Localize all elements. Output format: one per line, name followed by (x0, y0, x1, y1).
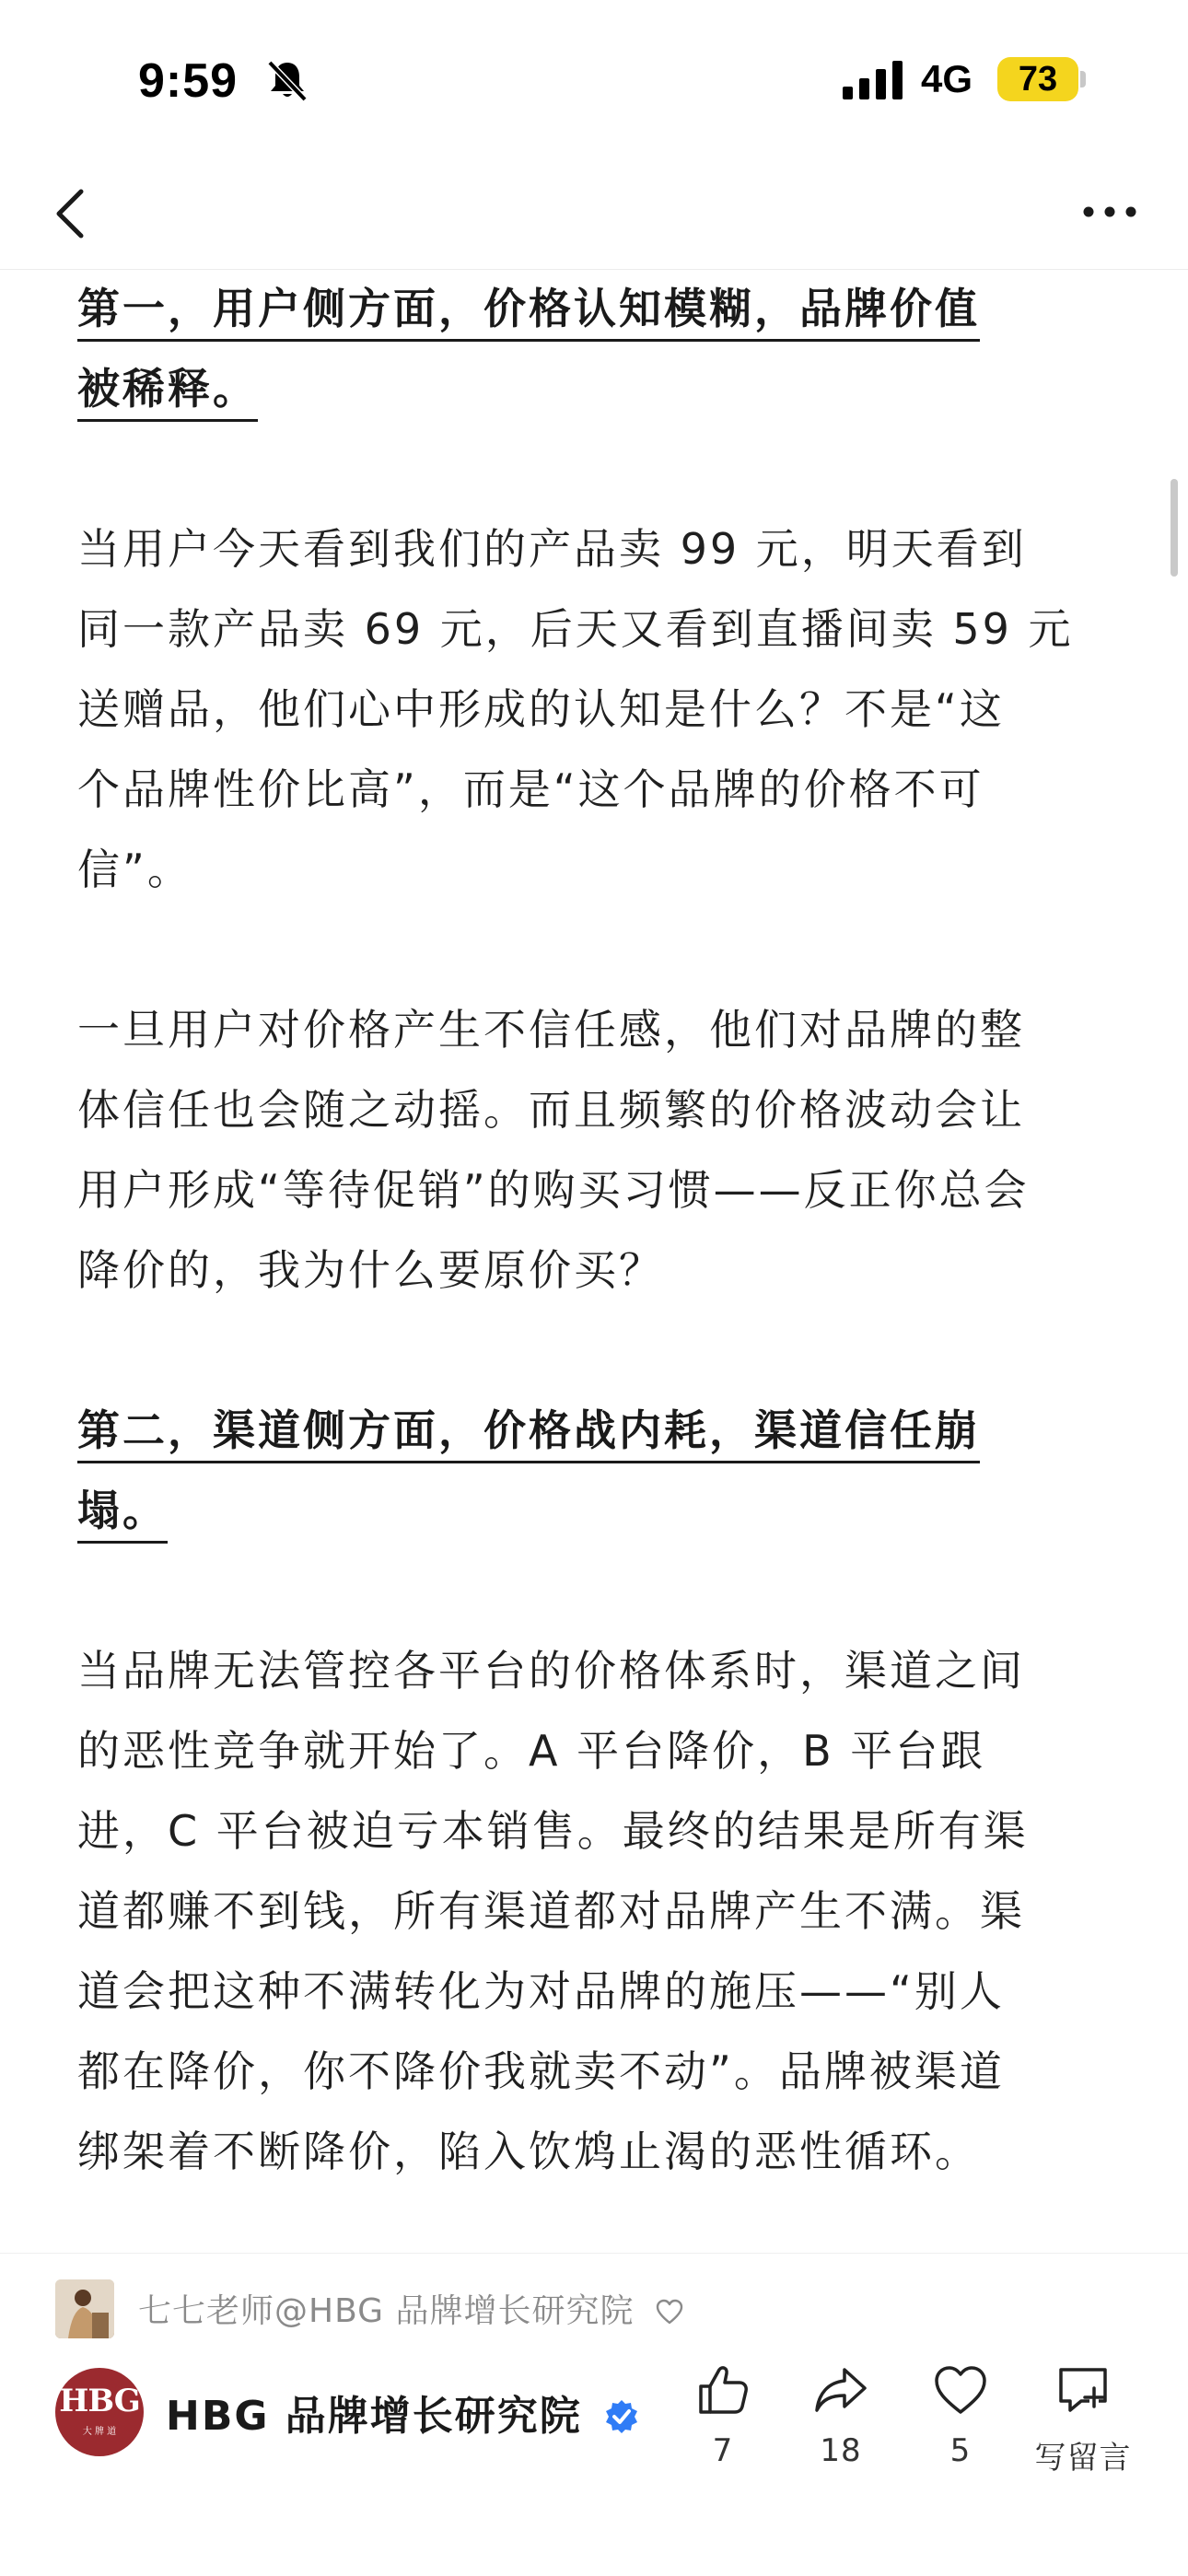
text-line: 降价的，我为什么要原价买？ (77, 1245, 664, 1295)
heading-line: 塌。 (77, 1486, 168, 1544)
heading-line: 第一，用户侧方面，价格认知模糊，品牌价值 (77, 284, 980, 342)
brand-logo-subtext: 大 牌 道 (82, 2427, 117, 2437)
author-name: 七七老师@HBG 品牌增长研究院 (138, 2292, 635, 2330)
article-body (77, 269, 1113, 2192)
comment-add-icon (1054, 2360, 1112, 2419)
heading-line: 第二，渠道侧方面，价格战内耗，渠道信任崩 (77, 1405, 980, 1463)
status-time: 9:59 (138, 54, 239, 108)
text-line: 个品牌性价比高”，而是“这个品牌的价格不可 (77, 764, 984, 814)
paragraph-3 (77, 1631, 1113, 2192)
heading-line: 被稀释。 (77, 364, 258, 422)
verified-badge-icon (603, 2398, 640, 2435)
text-line: 道都赚不到钱，所有渠道都对品牌产生不满。渠 (77, 1886, 1025, 1936)
bell-muted-icon (264, 57, 310, 103)
section-heading-2 (77, 1391, 1113, 1551)
author-byline[interactable] (138, 2285, 684, 2332)
thumbs-up-icon (693, 2360, 752, 2419)
text-line: 一旦用户对价格产生不信任感，他们对品牌的整 (77, 1005, 1025, 1055)
nav-bar (0, 157, 1188, 270)
battery-level: 73 (1018, 60, 1058, 99)
scrollbar[interactable] (1171, 479, 1178, 577)
text-line: 用户形成“等待促销”的购买习惯——反正你总会 (77, 1165, 1030, 1215)
text-line: 同一款产品卖 69 元，后天又看到直播间卖 59 元 (77, 604, 1074, 654)
text-line: 道会把这种不满转化为对品牌的施压——“别人 (77, 1966, 1005, 2016)
text-line: 都在降价，你不降价我就卖不动”。品牌被渠道 (77, 2046, 1005, 2096)
paragraph-1 (77, 509, 1113, 910)
heart-icon (931, 2360, 990, 2419)
text-line: 的恶性竞争就开始了。A 平台降价，B 平台跟 (77, 1726, 986, 1776)
text-line: 送赠品，他们心中形成的认知是什么？不是“这 (77, 684, 1005, 734)
text-line: 当品牌无法管控各平台的价格体系时，渠道之间 (77, 1646, 1025, 1696)
status-bar (0, 0, 1188, 157)
text-line: 绑架着不断降价，陷入饮鸩止渴的恶性循环。 (77, 2127, 980, 2176)
brand-name-text: HBG 品牌增长研究院 (166, 2393, 582, 2440)
share-icon (811, 2360, 870, 2419)
like-count: 7 (712, 2432, 734, 2469)
favorite-button[interactable] (910, 2360, 1011, 2469)
avatar-image (55, 2279, 114, 2338)
paragraph-2 (77, 990, 1113, 1311)
chevron-left-icon[interactable] (37, 177, 111, 251)
section-heading-1 (77, 269, 1113, 429)
signal-icon (843, 61, 903, 99)
share-count: 18 (820, 2432, 862, 2469)
text-line: 当用户今天看到我们的产品卖 99 元，明天看到 (77, 524, 1027, 574)
favorite-count: 5 (949, 2432, 972, 2469)
brand-logo-text: HBG (59, 2383, 140, 2419)
battery-nub (1080, 71, 1086, 87)
text-line: 信”。 (77, 845, 192, 894)
brand-name[interactable] (166, 2383, 640, 2442)
comment-button[interactable] (1028, 2360, 1138, 2477)
brand-logo[interactable] (55, 2368, 144, 2456)
share-button[interactable] (790, 2360, 891, 2469)
like-button[interactable] (672, 2360, 774, 2469)
comment-label: 写留言 (1034, 2440, 1132, 2477)
network-type: 4G (921, 57, 973, 100)
more-horizontal-icon[interactable] (1077, 184, 1142, 239)
text-line: 体信任也会随之动摇。而且频繁的价格波动会让 (77, 1085, 1025, 1135)
author-avatar[interactable] (55, 2279, 114, 2338)
bottom-bar (0, 2253, 1188, 2576)
text-line: 进，C 平台被迫亏本销售。最终的结果是所有渠 (77, 1806, 1029, 1856)
heart-outline-icon[interactable] (655, 2298, 684, 2325)
